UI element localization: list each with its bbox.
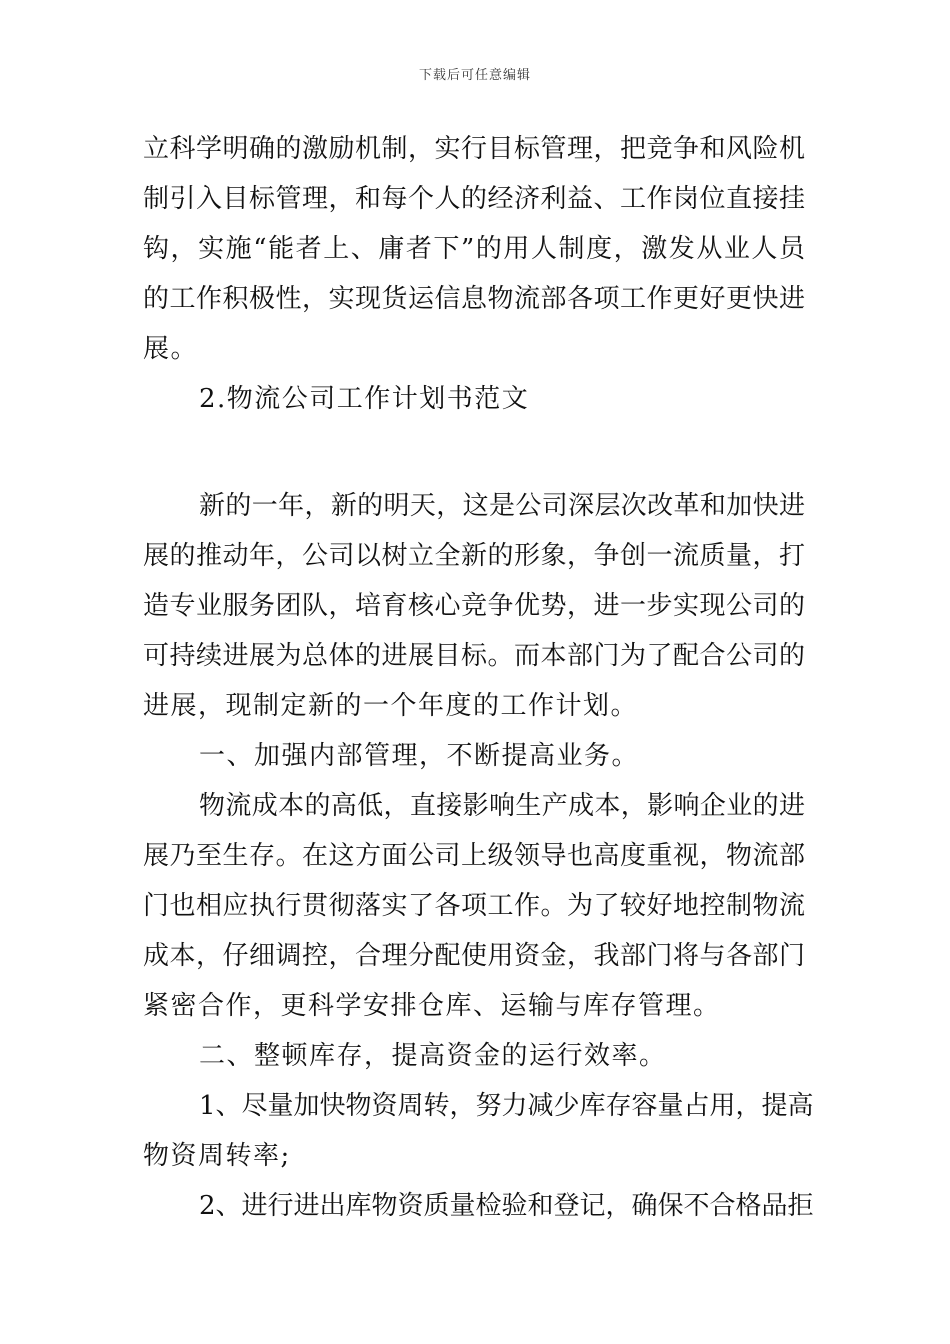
text-line: 立科学明确的激励机制，实行目标管理，把竞争和风险机 [143, 134, 805, 164]
item-heading-one [143, 731, 805, 781]
text-line: 展乃至生存。在这方面公司上级领导也高度重视，物流部 [143, 841, 805, 871]
blank-gap [143, 474, 805, 481]
text-line: 物资周转率; [143, 1141, 291, 1171]
document-body [143, 124, 814, 1231]
text-line: 制引入目标管理，和每个人的经济利益、工作岗位直接挂 [143, 184, 805, 214]
page-header: 下载后可任意编辑 [418, 68, 531, 83]
heading-line: 2.物流公司工作计划书范文 [199, 384, 530, 414]
paragraph-continuation [143, 124, 805, 374]
paragraph-logistics-cost [143, 781, 805, 1031]
blank-line [143, 424, 805, 474]
paragraph-intro [143, 481, 805, 731]
text-line: 成本，仔细调控，合理分配使用资金，我部门将与各部门 [143, 941, 805, 971]
text-line: 展的推动年，公司以树立全新的形象，争创一流质量，打 [143, 541, 805, 571]
text-line: 的工作积极性，实现货运信息物流部各项工作更好更快进 [143, 284, 805, 314]
text-line: 进展，现制定新的一个年度的工作计划。 [143, 691, 639, 721]
text-line: 钩，实施“能者上、庸者下”的用人制度，激发从业人员 [143, 234, 805, 264]
text-line: 新的一年，新的明天，这是公司深层次改革和加快进 [199, 491, 805, 521]
text-line: 二、整顿库存，提高资金的运行效率。 [199, 1041, 667, 1071]
list-item [143, 1181, 814, 1231]
text-line: 紧密合作，更科学安排仓库、运输与库存管理。 [143, 991, 721, 1021]
text-line: 1、尽量加快物资周转，努力减少库存容量占用，提高 [199, 1091, 814, 1121]
text-line: 可持续进展为总体的进展目标。而本部门为了配合公司的 [143, 641, 805, 671]
item-heading-two [143, 1031, 805, 1081]
list-item [143, 1081, 814, 1181]
text-line: 一、加强内部管理，不断提高业务。 [199, 741, 640, 771]
text-line: 物流成本的高低，直接影响生产成本，影响企业的进 [199, 791, 805, 821]
section-heading [143, 374, 805, 424]
text-line: 造专业服务团队，培育核心竞争优势，进一步实现公司的 [143, 591, 805, 621]
text-line: 2、进行进出库物资质量检验和登记，确保不合格品拒 [199, 1191, 814, 1221]
text-line: 门也相应执行贯彻落实了各项工作。为了较好地控制物流 [143, 891, 805, 921]
text-line: 展。 [143, 334, 199, 364]
